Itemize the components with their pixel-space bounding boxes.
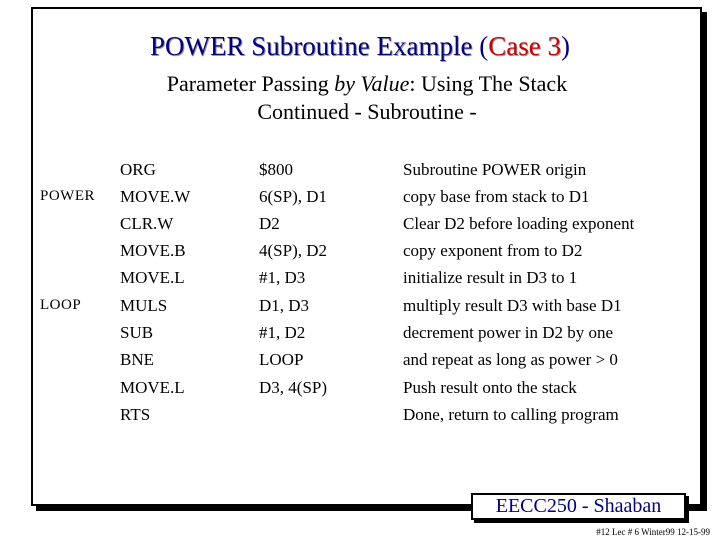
code-comment: copy exponent from to D2 <box>403 241 583 260</box>
title-case: Case 3 <box>488 31 561 61</box>
code-row <box>0 156 720 183</box>
code-comment: multiply result D3 with base D1 <box>403 296 622 315</box>
code-row <box>0 264 720 291</box>
code-opcode: MOVE.L <box>120 268 185 287</box>
slide-subtitle <box>0 70 720 126</box>
code-opcode: MOVE.L <box>120 378 185 397</box>
code-comment: Push result onto the stack <box>403 378 577 397</box>
subtitle-text-b: : Using The Stack <box>409 71 568 96</box>
code-row <box>0 210 720 237</box>
code-opcode: RTS <box>120 405 151 424</box>
code-label: LOOP <box>40 297 82 313</box>
code-operand: #1, D3 <box>259 268 306 287</box>
code-operand: 6(SP), D1 <box>259 187 328 206</box>
code-opcode: MOVE.B <box>120 241 186 260</box>
title-main: POWER Subroutine Example <box>150 31 473 61</box>
course-badge: EECC250 - Shaaban <box>471 493 686 520</box>
subtitle-line-1 <box>0 70 720 98</box>
title-open-paren: ( <box>479 31 489 61</box>
code-row <box>0 374 720 401</box>
slide-title <box>0 30 720 62</box>
code-row <box>0 292 720 319</box>
code-row <box>0 401 720 428</box>
subtitle-text-a: Parameter Passing <box>166 71 335 96</box>
subtitle-line-2: Continued - Subroutine - <box>257 99 477 124</box>
code-comment: decrement power in D2 by one <box>403 323 614 342</box>
code-comment: copy base from stack to D1 <box>403 187 590 206</box>
code-comment: Done, return to calling program <box>403 405 619 424</box>
code-opcode: SUB <box>120 323 154 342</box>
title-close-paren: ) <box>560 31 570 61</box>
code-row <box>0 346 720 373</box>
code-operand: D2 <box>259 214 280 233</box>
code-operand: D3, 4(SP) <box>259 378 328 397</box>
code-opcode: MOVE.W <box>120 187 191 206</box>
code-opcode: BNE <box>120 350 154 369</box>
code-opcode: MULS <box>120 296 168 315</box>
code-opcode: ORG <box>120 160 156 179</box>
code-operand: D1, D3 <box>259 296 310 315</box>
code-operand: #1, D2 <box>259 323 306 342</box>
code-row <box>0 319 720 346</box>
code-row <box>0 237 720 264</box>
code-comment: Subroutine POWER origin <box>403 160 587 179</box>
code-comment: Clear D2 before loading exponent <box>403 214 635 233</box>
subtitle-emphasis: by Value <box>334 71 410 96</box>
code-row <box>0 183 720 210</box>
code-operand: $800 <box>259 160 293 179</box>
code-comment: and repeat as long as power > 0 <box>403 350 618 369</box>
slide-footer: #12 Lec # 6 Winter99 12-15-99 <box>596 527 710 537</box>
code-label: POWER <box>40 188 95 204</box>
code-comment: initialize result in D3 to 1 <box>403 268 578 287</box>
code-operand: 4(SP), D2 <box>259 241 328 260</box>
code-opcode: CLR.W <box>120 214 174 233</box>
code-operand: LOOP <box>259 350 304 369</box>
